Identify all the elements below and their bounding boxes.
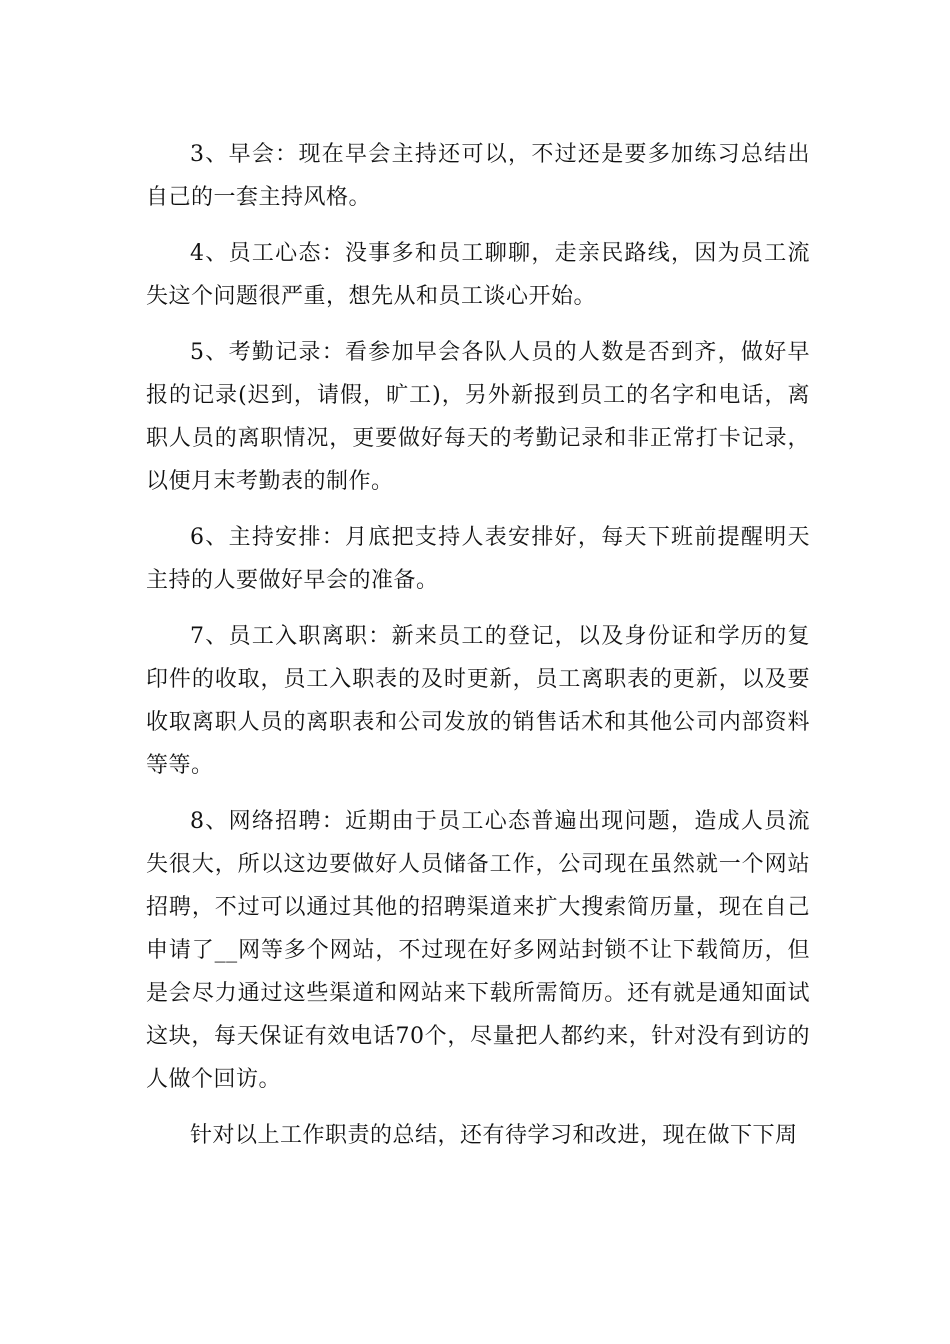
paragraph-attendance-records: 5、考勤记录：看参加早会各队人员的人数是否到齐，做好早报的记录(迟到，请假，旷工)，另外新报到员工的名字和电话，离职人员的离职情况，更要做好每天的考勤记录和非正常打卡记录，以便月末考勤表的制作。 [146, 340, 810, 494]
paragraph-host-arrangement: 6、主持安排：月底把支持人表安排好，每天下班前提醒明天主持的人要做好早会的准备。 [146, 525, 810, 593]
paragraph-online-recruitment: 8、网络招聘：近期由于员工心态普遍出现问题，造成人员流失很大，所以这边要做好人员储备工作，公司现在虽然就一个网站招聘，不过可以通过其他的招聘渠道来扩大搜索简历量，现在自己申请了__网等多个网站，不过现在好多网站封锁不让下载简历，但是会尽力通过这些渠道和网站来下载所需简历。还有就是通知面试这块，每天保证有效电话70个，尽量把人都约来，针对没有到访的人做个回访。 [146, 809, 810, 1092]
document-body [146, 133, 810, 1170]
paragraph-onboarding-offboarding: 7、员工入职离职：新来员工的登记，以及身份证和学历的复印件的收取，员工入职表的及时更新，员工离职表的更新，以及要收取离职人员的离职表和公司发放的销售话术和其他公司内部资料等等。 [146, 624, 810, 778]
paragraph-summary: 针对以上工作职责的总结，还有待学习和改进，现在做下下周 [190, 1123, 798, 1148]
paragraph-morning-meeting: 3、早会：现在早会主持还可以，不过还是要多加练习总结出自己的一套主持风格。 [146, 142, 810, 210]
paragraph-employee-mindset: 4、员工心态：没事多和员工聊聊，走亲民路线，因为员工流失这个问题很严重，想先从和员工谈心开始。 [146, 241, 810, 309]
